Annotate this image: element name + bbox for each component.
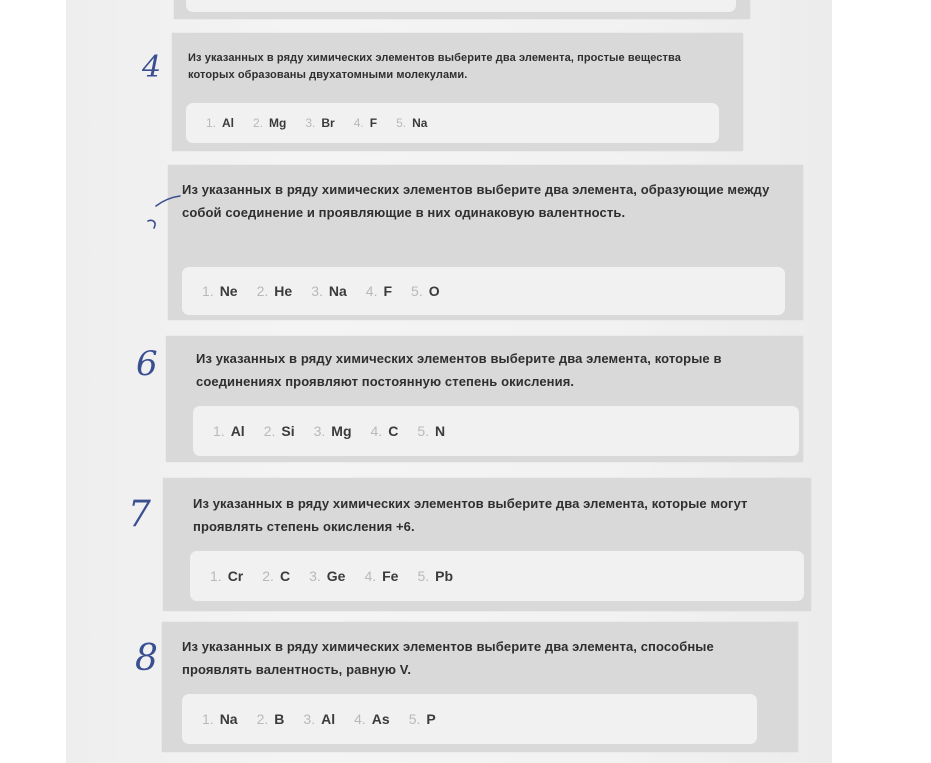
option-4-5[interactable] (396, 116, 427, 130)
option-7-3[interactable] (309, 568, 345, 584)
option-element: Ge (326, 568, 346, 584)
option-element: C (388, 423, 399, 439)
handwritten-mark-5 (140, 188, 180, 238)
question-card-8 (162, 622, 798, 752)
option-8-2[interactable] (257, 711, 285, 727)
option-4-4[interactable] (354, 116, 377, 130)
option-element: Na (219, 711, 238, 727)
option-4-3[interactable] (305, 116, 334, 130)
option-number: 2. (262, 568, 274, 584)
question-card-7 (163, 478, 811, 611)
option-5-5[interactable] (411, 283, 440, 299)
question-text-4: Из указанных в ряду химических элементов выберите два элемента, простые вещества которых образованы двухатомными молекулами. (188, 52, 681, 82)
options-row-8 (182, 694, 757, 744)
option-number: 2. (253, 116, 264, 130)
handwritten-number-7: 7 (128, 494, 151, 535)
question-card-6 (166, 336, 803, 462)
question-text-6: Из указанных в ряду химических элементов выберите два элемента, которые в соединениях проявляют постоянную степень окисления. (196, 351, 722, 390)
option-number: 3. (305, 116, 316, 130)
handwritten-number-8: 8 (135, 638, 158, 679)
option-4-2[interactable] (253, 116, 286, 130)
option-number: 4. (364, 568, 377, 584)
option-element: Pb (435, 568, 454, 584)
options-row-4 (186, 103, 719, 143)
options-row-6 (193, 406, 799, 456)
option-5-1[interactable] (202, 283, 238, 299)
option-8-4[interactable] (354, 711, 390, 727)
option-5-3[interactable] (311, 283, 347, 299)
option-number: 3. (309, 568, 321, 584)
option-element: Na (328, 283, 347, 299)
option-7-1[interactable] (210, 568, 243, 584)
option-number: 1. (202, 711, 214, 727)
previous-options-row (186, 0, 736, 12)
option-number: 2. (256, 283, 269, 299)
option-6-1[interactable] (213, 423, 245, 439)
previous-question-card (174, 0, 750, 19)
option-number: 5. (417, 423, 430, 439)
option-element: As (371, 711, 390, 727)
option-6-3[interactable] (314, 423, 352, 439)
question-text-8: Из указанных в ряду химических элементов выберите два элемента, способные проявлять валентность, равную V. (182, 639, 714, 678)
option-number: 2. (263, 423, 276, 439)
option-element: Br (321, 116, 335, 130)
option-number: 1. (210, 568, 222, 584)
option-element: O (428, 283, 440, 299)
option-7-5[interactable] (417, 568, 453, 584)
option-number: 3. (313, 423, 326, 439)
option-number: 5. (408, 711, 421, 727)
option-8-3[interactable] (303, 711, 335, 727)
option-number: 1. (213, 423, 225, 439)
question-card-4 (172, 33, 743, 151)
option-number: 4. (365, 283, 378, 299)
option-5-2[interactable] (257, 283, 293, 299)
option-number: 4. (370, 423, 383, 439)
option-element: Mg (331, 423, 352, 439)
option-number: 5. (396, 116, 407, 130)
option-7-2[interactable] (262, 568, 290, 584)
option-number: 1. (206, 116, 217, 130)
option-element: Na (412, 116, 428, 130)
option-number: 4. (353, 116, 364, 130)
handwritten-number-6: 6 (136, 344, 158, 384)
option-number: 4. (354, 711, 366, 727)
option-number: 3. (303, 711, 316, 727)
option-element: F (383, 283, 393, 299)
option-6-2[interactable] (264, 423, 295, 439)
option-6-4[interactable] (371, 423, 399, 439)
option-element: He (274, 283, 293, 299)
option-element: Fe (382, 568, 399, 584)
option-element: Al (321, 711, 336, 727)
options-row-7 (190, 551, 804, 601)
option-element: N (435, 423, 446, 439)
handwritten-number-4: 4 (142, 50, 162, 85)
option-element: Mg (269, 116, 287, 130)
options-row-5 (182, 267, 785, 315)
question-text-5: Из указанных в ряду химических элементов выберите два элемента, образующие между собой соединение и проявляющие в них одинаковую валентность. (182, 182, 770, 221)
option-number: 3. (311, 283, 323, 299)
option-6-5[interactable] (417, 423, 445, 439)
option-element: Al (222, 116, 235, 130)
option-element: Ne (219, 283, 238, 299)
option-8-1[interactable] (202, 711, 238, 727)
option-element: F (369, 116, 378, 130)
option-element: Al (230, 423, 245, 439)
option-number: 1. (202, 283, 214, 299)
option-4-1[interactable] (206, 116, 234, 130)
option-8-5[interactable] (409, 711, 436, 727)
option-5-4[interactable] (366, 283, 392, 299)
question-card-5 (168, 165, 803, 320)
option-number: 5. (417, 568, 430, 584)
option-7-4[interactable] (364, 568, 398, 584)
option-element: Cr (227, 568, 244, 584)
option-element: P (426, 711, 436, 727)
option-number: 5. (411, 283, 423, 299)
question-text-7: Из указанных в ряду химических элементов выберите два элемента, которые могут проявлять степень окисления +6. (193, 496, 748, 535)
option-element: C (279, 568, 291, 584)
option-element: Si (281, 423, 295, 439)
option-number: 2. (256, 711, 269, 727)
option-element: B (274, 711, 285, 727)
